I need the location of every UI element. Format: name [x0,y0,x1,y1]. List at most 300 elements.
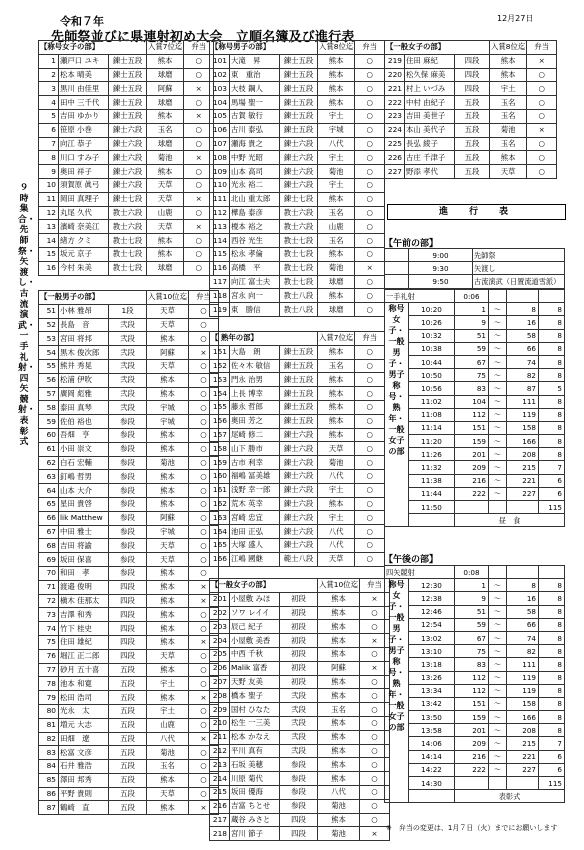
roster-row [39,247,214,261]
to-number: 66 [507,618,539,631]
lunch-mark: ○ [527,137,557,151]
rank: 弐段 [109,359,147,373]
lunch-header: 弁当 [188,291,218,305]
lunch-mark: ○ [359,716,389,730]
lunch-header: 弁当 [359,579,389,593]
lunch-mark: ○ [188,566,218,580]
region: 玉名 [318,359,355,373]
roster-row [210,442,385,456]
rank: 弐段 [280,716,318,730]
roster-row [39,165,214,179]
roster-row [39,594,219,608]
from-number: 83 [455,658,489,671]
region: 天草 [147,318,189,332]
archer-name: 和田 孝 [59,566,109,580]
rank: 参段 [109,428,147,442]
roster-row [39,387,219,401]
rank: 錬士五段 [280,68,318,82]
entry-number: 201 [210,592,230,606]
roster-row [39,123,214,137]
roster-row [210,730,390,744]
lunch-mark: ○ [184,123,214,137]
lunch-mark: ○ [188,470,218,484]
archer-name: 吉澤 和秀 [59,608,109,622]
rank: 教士六段 [109,220,147,234]
roster-row [210,785,390,799]
blank-cell [539,290,565,303]
archer-count: 8 [539,329,565,342]
region: 山鹿 [318,220,355,234]
region: 阿蘇 [147,511,189,525]
schedule-time: 9:00 [409,249,473,262]
entry-number: 214 [210,772,230,786]
lunch-mark: ○ [355,538,385,552]
entry-number: 2 [39,68,59,82]
region: 天草 [147,553,189,567]
to-number: 119 [507,684,539,697]
lunch-mark: ○ [527,68,557,82]
start-time: 11:08 [409,408,455,421]
archer-name: 丸尾 久代 [59,206,109,220]
roster-row [210,772,390,786]
from-number: 83 [455,382,489,395]
archer-name: 住田 麻紀 [405,54,455,68]
rank: 錬士六段 [109,123,147,137]
entry-number: 6 [39,123,59,137]
region: 熊本 [318,730,360,744]
archer-name: 古市 利幸 [230,456,280,470]
lunch-mark: ○ [359,744,389,758]
archer-name: 槇木 佳那太 [59,594,109,608]
archer-name: 本山 美代子 [405,123,455,137]
entry-number: 118 [210,289,230,303]
roster-row [210,247,385,261]
rank: 初段 [280,647,318,661]
region: 玉名 [318,703,360,717]
region: 阿蘇 [147,82,184,96]
region: 天草 [147,220,184,234]
rank: 参段 [109,442,147,456]
schedule-block-title: 一手礼射 [385,290,455,303]
schedule-row [385,697,565,710]
rank: 錬士六段 [280,178,318,192]
range-sign: ～ [489,605,507,618]
lunch-mark: ○ [355,359,385,373]
archer-name: 笹原 小巻 [59,123,109,137]
rank: 弐段 [280,689,318,703]
to-number: 16 [507,592,539,605]
archer-count: 8 [539,671,565,684]
archer-name: 川口 すみ子 [59,151,109,165]
rank: 錬士六段 [280,511,318,525]
archer-name: 向江 富士夫 [230,275,280,289]
range-sign: ～ [489,369,507,382]
region: 八代 [318,469,355,483]
division-title: 【一般女子の部】 [210,579,318,593]
lunch-mark: ○ [355,178,385,192]
lunch-mark: ○ [355,151,385,165]
to-number: 82 [507,645,539,658]
entry-number: 161 [210,483,230,497]
roster-row [210,606,390,620]
roster-row [39,691,219,705]
start-time: 14:22 [409,763,455,776]
region: 宇城 [147,401,189,415]
archer-name: 白石 宏輔 [59,456,109,470]
to-number: 8 [507,303,539,316]
region: 菊池 [318,799,360,813]
rank: 錬士五段 [109,82,147,96]
roster-row [210,82,385,96]
roster-row [210,54,385,68]
lunch-mark: ○ [359,758,389,772]
rank: 錬士五段 [280,400,318,414]
roster-row [39,401,219,415]
range-sign: ～ [489,750,507,763]
schedule-row [385,501,565,514]
entry-number: 5 [39,109,59,123]
roster-row [39,178,214,192]
rank: 四段 [280,827,318,841]
round-duration: 0:08 [455,566,489,579]
roster-row [39,760,219,774]
archer-name: 吉富 ちとせ [230,799,280,813]
region: 熊本 [147,247,184,261]
entry-number: 15 [39,247,59,261]
entry-number: 224 [385,123,405,137]
rank: 弐段 [280,703,318,717]
roster-row [39,663,219,677]
region: 球磨 [318,275,355,289]
lunch-mark: ○ [355,289,385,303]
region: 玉名 [147,760,189,774]
roster-row [385,68,557,82]
closing-event: 表彰式 [455,790,565,803]
start-time: 10:38 [409,342,455,355]
range-sign: ～ [489,645,507,658]
lunch-mark: ○ [355,68,385,82]
lunch-mark: ○ [184,137,214,151]
date-label: 12月27日 [497,14,534,23]
lunch-mark: ○ [355,456,385,470]
blank-cell [489,566,507,579]
entry-number: 72 [39,594,59,608]
archer-name: 緒方 クミ [59,234,109,248]
schedule-row [385,592,565,605]
entry-number: 117 [210,275,230,289]
archer-name: 住田 雄紀 [59,635,109,649]
roster-row [210,303,385,317]
rank: 五段 [109,760,147,774]
schedule-row [385,724,565,737]
rank: 1段 [109,304,147,318]
prize-limit: 入賞8位迄 [490,41,527,55]
schedule-time: 9:30 [409,262,473,275]
archer-name: 奥田 祥子 [59,165,109,179]
to-number: 227 [507,763,539,776]
region: 熊本 [318,400,355,414]
entry-number: 159 [210,456,230,470]
prize-limit: 入賞8位迄 [318,41,355,55]
lunch-mark: ○ [188,442,218,456]
rank: 教士七段 [280,275,318,289]
lunch-mark: ○ [355,247,385,261]
roster-row [39,109,214,123]
archer-name: 今村 朱美 [59,261,109,275]
roster-row [39,704,219,718]
region: 熊本 [318,414,355,428]
schedule-row [385,579,565,592]
roster-row [385,151,557,165]
archer-name: 天野 友美 [230,675,280,689]
schedule-event: 矢渡し [473,262,565,275]
entry-number: 152 [210,359,230,373]
roster-row [39,566,219,580]
roster-row [39,68,214,82]
start-time: 12:30 [409,579,455,592]
entry-number: 58 [39,401,59,415]
rank: 弐段 [109,318,147,332]
range-sign: ～ [489,671,507,684]
roster-row [39,525,219,539]
archer-name: 吉田 将諭 [59,539,109,553]
entry-number: 218 [210,827,230,841]
entry-number: 207 [210,675,230,689]
lunch-mark: ○ [359,730,389,744]
rank: 五段 [109,787,147,801]
rank: 教士七段 [109,247,147,261]
archer-name: 松本 かなえ [230,730,280,744]
roster-row [210,689,390,703]
start-time: 11:26 [409,448,455,461]
region: 熊本 [318,247,355,261]
roster-row [210,813,390,827]
entry-number: 76 [39,649,59,663]
entry-number: 206 [210,661,230,675]
archer-name: 古賀 敏行 [230,109,280,123]
archer-name: 鶴崎 直 [59,801,109,815]
entry-number: 109 [210,165,230,179]
archer-name: 宮川 節子 [230,827,280,841]
region: 熊本 [318,428,355,442]
region: 熊本 [147,622,189,636]
rank: 五段 [455,96,490,110]
archer-count: 8 [539,618,565,631]
to-number: 66 [507,342,539,355]
rank: 錬士六段 [109,165,147,179]
lunch-mark: ○ [188,677,218,691]
region: 熊本 [490,68,527,82]
lunch-mark: ○ [188,787,218,801]
rank: 初段 [280,592,318,606]
entry-number: 215 [210,785,230,799]
archer-name: 小林 雅昂 [59,304,109,318]
region: 熊本 [318,96,355,110]
archer-name: 向江 恭子 [59,137,109,151]
lunch-mark: × [188,594,218,608]
lunch-mark: ○ [188,318,218,332]
from-number: 51 [455,329,489,342]
roster-row [210,538,385,552]
division-title: 【 熟年の部】 [210,332,318,346]
start-time: 14:06 [409,737,455,750]
rank: 参段 [109,415,147,429]
rank: 錬士六段 [280,137,318,151]
schedule-row [385,275,565,288]
range-sign: ～ [489,684,507,697]
archer-name: 坂田 保喜 [59,553,109,567]
lunch-mark: ○ [355,442,385,456]
roster-row [39,746,219,760]
entry-number: 53 [39,332,59,346]
archer-name: 砂月 五十喜 [59,663,109,677]
rank: 参段 [280,758,318,772]
rank: 初段 [280,620,318,634]
from-number: 216 [455,474,489,487]
start-time: 13:18 [409,658,455,671]
lunch-mark: ○ [527,151,557,165]
entry-number: 114 [210,234,230,248]
lunch-mark: × [188,580,218,594]
schedule-event: 古流演武（日置流道雪派） [473,275,565,288]
entry-number: 83 [39,746,59,760]
rank: 教士七段 [109,261,147,275]
entry-number: 216 [210,799,230,813]
region: 熊本 [147,691,189,705]
region: 山鹿 [147,206,184,220]
archer-count: 7 [539,737,565,750]
lunch-mark: ○ [184,54,214,68]
archer-name: 松田 浩司 [59,691,109,705]
entry-number: 75 [39,635,59,649]
roster-row [210,123,385,137]
start-time: 11:02 [409,395,455,408]
lunch-mark: × [359,827,389,841]
roster-row [210,234,385,248]
from-number: 112 [455,671,489,684]
entry-number: 67 [39,525,59,539]
region: 熊本 [147,663,189,677]
archer-name: 田畑 遼 [59,732,109,746]
range-sign: ～ [489,474,507,487]
lunch-mark: ○ [355,483,385,497]
from-number: 216 [455,750,489,763]
to-number: 74 [507,355,539,368]
rank: 初段 [280,661,318,675]
roster-row [210,359,385,373]
entry-number: 3 [39,82,59,96]
schedule-heading: 進 行 表 [387,204,566,220]
archer-name: 佐伯 裕也 [59,415,109,429]
lunch-mark: ○ [355,303,385,317]
to-number: 87 [507,382,539,395]
roster-row [385,165,557,179]
region: 熊本 [318,606,360,620]
rank: 錬士六段 [280,151,318,165]
lunch-mark: ○ [188,704,218,718]
lunch-mark: ○ [355,109,385,123]
lunch-mark: × [184,220,214,234]
entry-number: 80 [39,704,59,718]
rank: 四段 [109,580,147,594]
rank: 弐段 [109,401,147,415]
region: 宇土 [490,82,527,96]
to-number: 8 [507,579,539,592]
archer-name: 浅野 幸一郎 [230,483,280,497]
archer-name: 熊井 秀晃 [59,359,109,373]
range-sign: ～ [489,737,507,750]
from-number: 209 [455,461,489,474]
archer-name: 山本 大介 [59,484,109,498]
schedule-row [385,474,565,487]
roster-row [210,620,390,634]
region: 熊本 [147,484,189,498]
rank: 四段 [109,635,147,649]
roster-row [39,484,219,498]
roster-row [210,206,385,220]
archer-name: 釘嶋 哲男 [59,470,109,484]
region: 宇土 [318,178,355,192]
lunch-mark: ○ [355,192,385,206]
lunch-mark: × [184,192,214,206]
archer-name: 中野 光昭 [230,151,280,165]
region: 宇城 [147,415,189,429]
archer-name: 吉田 ゆかり [59,109,109,123]
start-time: 10:50 [409,369,455,382]
schedule-row [385,329,565,342]
region: 熊本 [318,373,355,387]
roster-row [210,647,390,661]
roster-row [39,580,219,594]
lunch-mark: ○ [188,663,218,677]
schedule-row [385,631,565,644]
division-title: 【一般女子の部】 [385,41,490,55]
entry-number: 163 [210,511,230,525]
lunch-mark: ○ [188,484,218,498]
roster-row [39,304,219,318]
archer-name: 長島 音 [59,318,109,332]
region: 天草 [147,304,189,318]
schedule-row [385,262,565,275]
range-sign: ～ [489,658,507,671]
spacer-cell [385,249,409,262]
prize-limit: 入賞7位迄 [318,332,355,346]
range-sign: ～ [489,408,507,421]
roster-row [210,483,385,497]
roster-row [210,261,385,275]
region: 天草 [147,649,189,663]
entry-number: 151 [210,345,230,359]
lunch-mark: ○ [355,206,385,220]
rank: 参段 [280,772,318,786]
region: 熊本 [318,387,355,401]
range-sign: ～ [489,355,507,368]
archer-name: 坂元 京子 [59,247,109,261]
rank: 錬士六段 [280,456,318,470]
roster-row [210,552,385,566]
from-number: 222 [455,763,489,776]
lunch-mark: ○ [355,345,385,359]
roster-row [210,373,385,387]
archer-name: 東 勝信 [230,303,280,317]
division-title: 【一般男子の部】 [39,291,147,305]
archer-name: 泰田 真琴 [59,401,109,415]
from-number: 1 [455,303,489,316]
archer-name: 藤永 哲郎 [230,400,280,414]
lunch-mark: ○ [188,415,218,429]
archer-name: 馬場 聖一 [230,96,280,110]
roster-row [39,428,219,442]
